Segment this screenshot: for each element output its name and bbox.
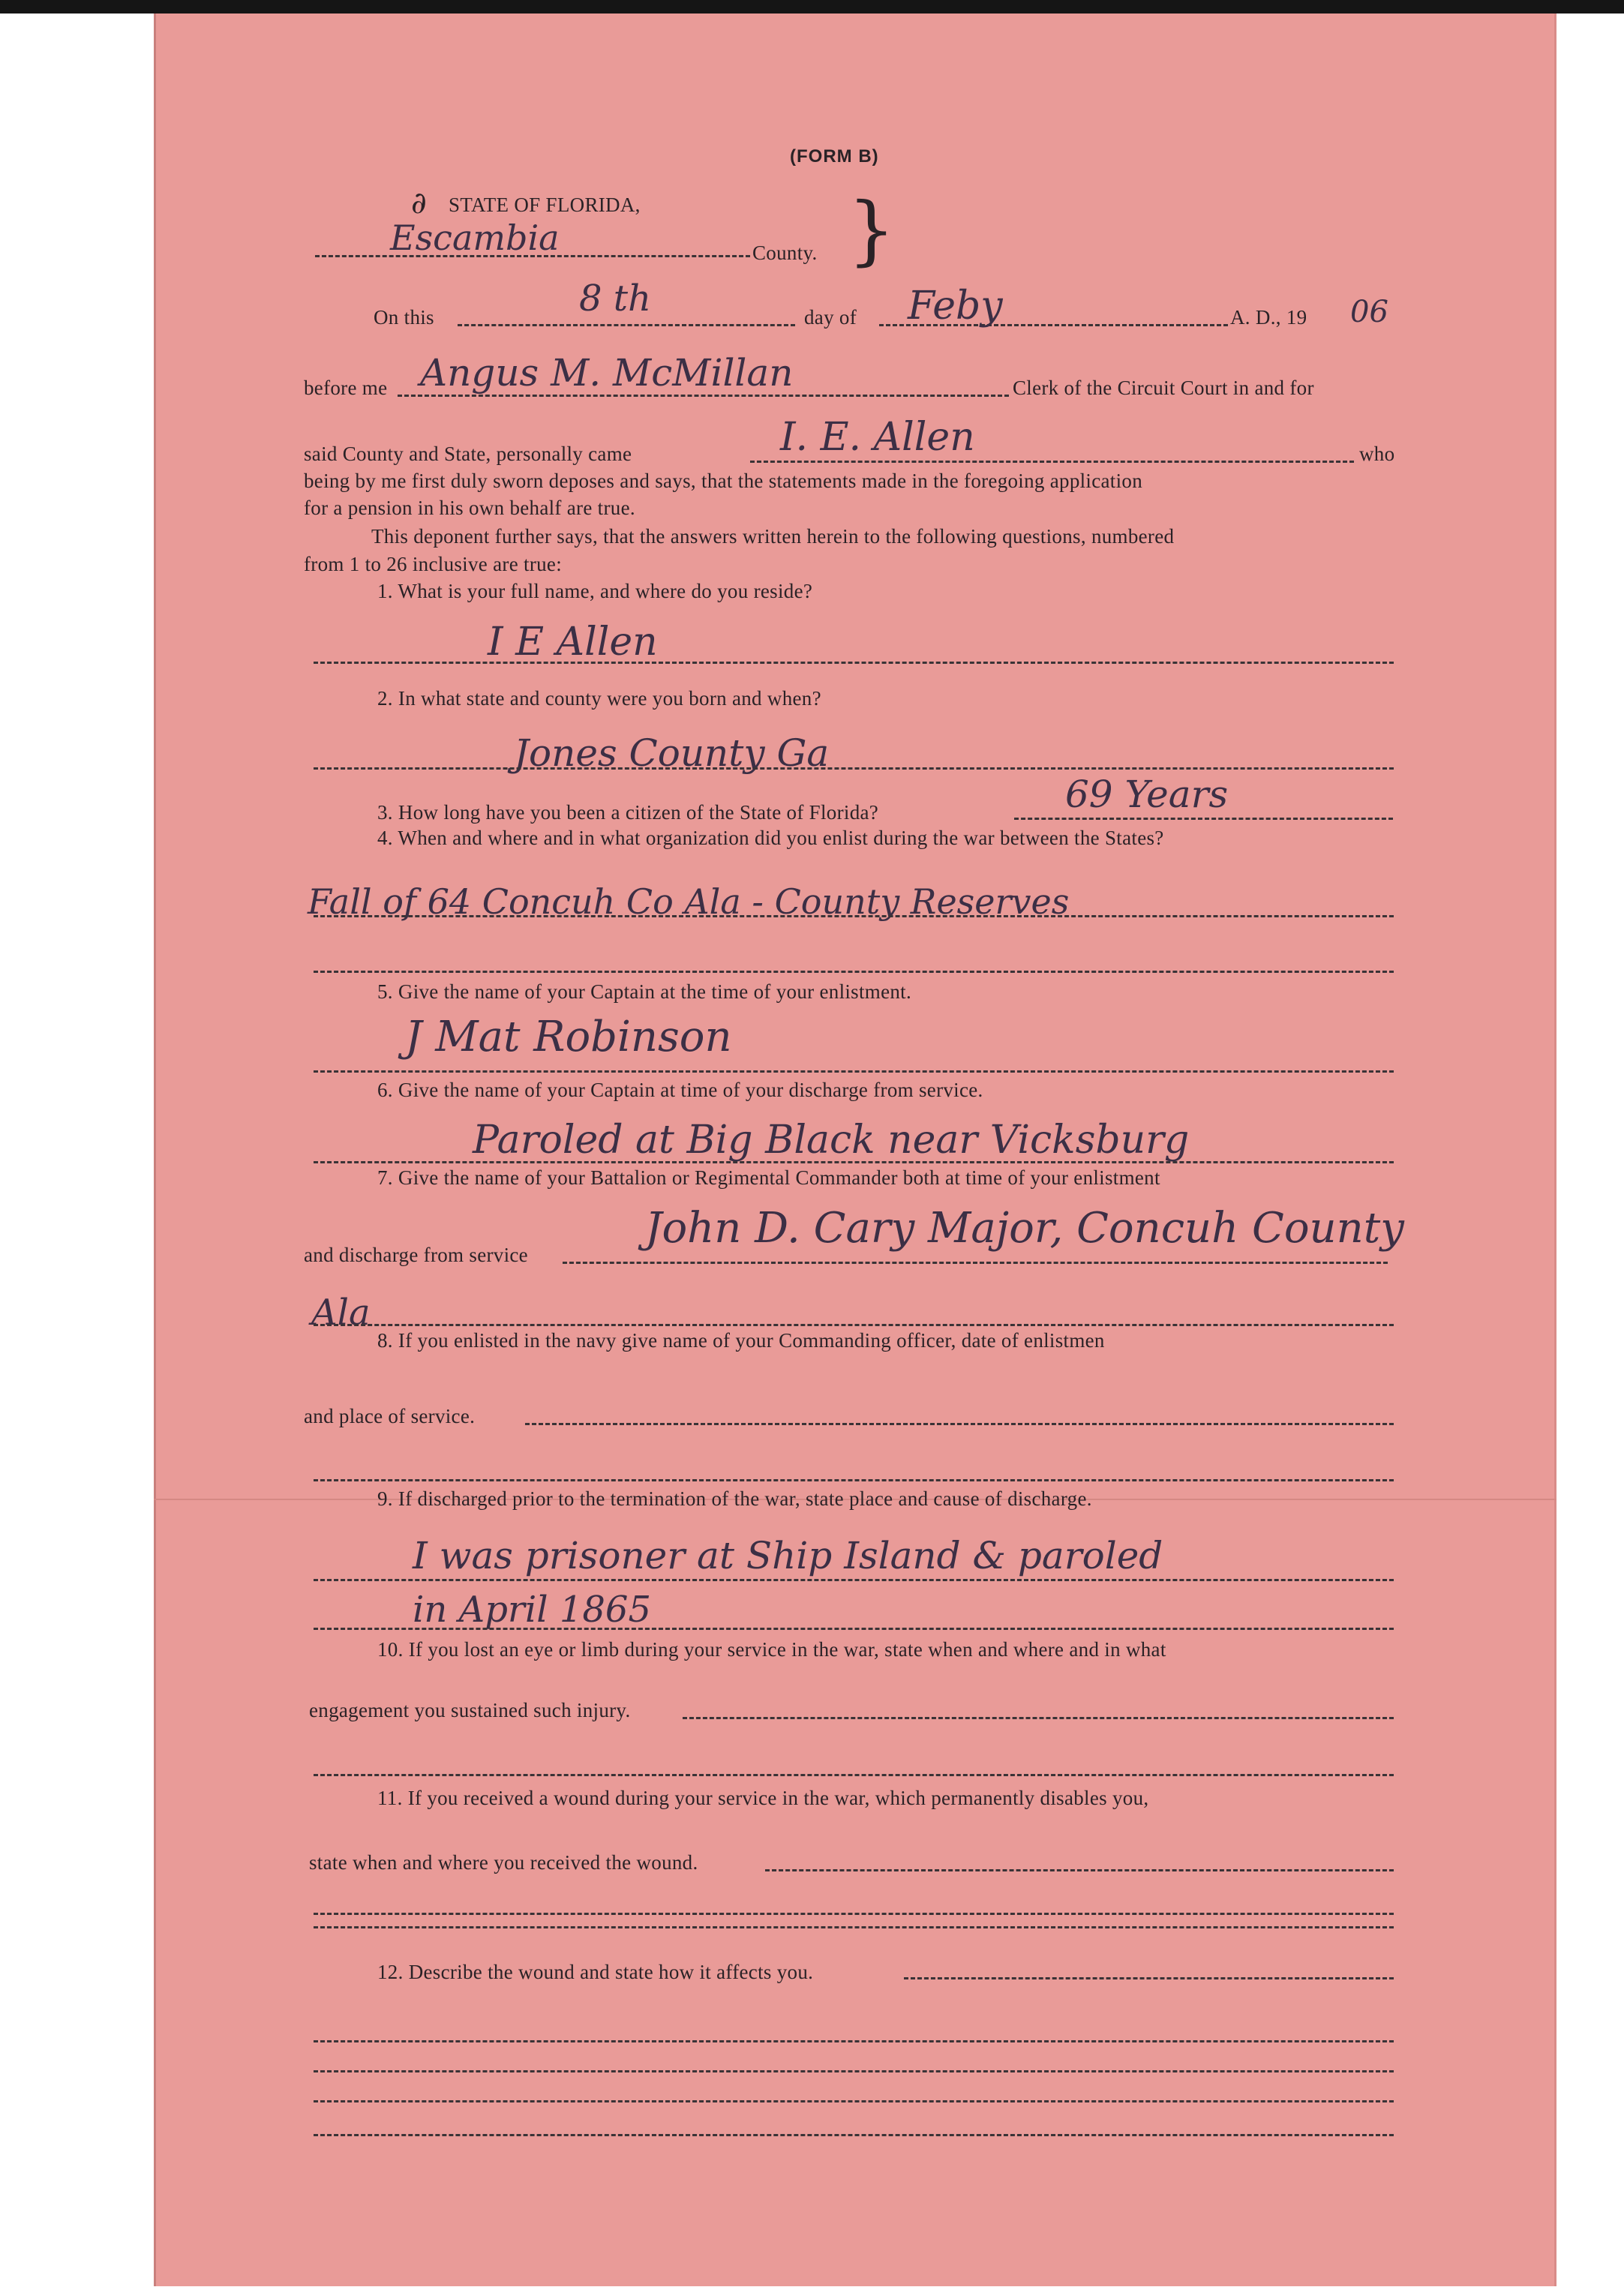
answer-7: John D. Cary Major, Concuh County <box>645 1204 1404 1253</box>
answer-9: I was prisoner at Ship Island & paroled <box>413 1534 1163 1577</box>
day-of-label: day of <box>804 306 857 329</box>
answer-7-line-2 <box>314 1324 1394 1326</box>
state-label: STATE OF FLORIDA, <box>449 194 641 216</box>
ad-label: A. D., 19 <box>1230 306 1307 329</box>
answer-4-line-2 <box>314 971 1394 973</box>
oath-line-4: from 1 to 26 inclusive are true: <box>304 553 563 575</box>
deponent-line <box>750 461 1354 463</box>
question-10: 10. If you lost an eye or limb during your service in the war, state when and where and in what <box>377 1638 1166 1661</box>
answer-11-line-2 <box>314 1913 1394 1915</box>
county-value: Escambia <box>390 218 560 258</box>
day-value: 8 th <box>579 278 651 320</box>
day-line <box>458 324 795 326</box>
answer-12-line-2 <box>314 2040 1394 2042</box>
answer-4: Fall of 64 Concuh Co Ala - County Reserves <box>308 881 1070 922</box>
answer-8-line-2 <box>314 1479 1394 1481</box>
oath-line-1: being by me first duly sworn deposes and says, that the statements made in the foregoing application <box>304 470 1143 492</box>
answer-3-line <box>1014 818 1393 820</box>
question-1: 1. What is your full name, and where do you reside? <box>377 580 813 602</box>
answer-6: Paroled at Big Black near Vicksburg <box>473 1118 1190 1163</box>
answer-2: Jones County Ga <box>514 731 830 775</box>
answer-9-line-2 <box>314 1628 1394 1630</box>
question-11-continued: state when and where you received the wound. <box>309 1851 698 1874</box>
answer-10-line-2 <box>314 1774 1394 1776</box>
answer-6-line <box>314 1161 1394 1163</box>
answer-12-line-4 <box>314 2100 1394 2102</box>
clerk-line <box>398 395 1009 397</box>
answer-10-line <box>683 1717 1394 1719</box>
question-5: 5. Give the name of your Captain at the time of your enlistment. <box>377 980 912 1003</box>
form-label: (FORM B) <box>790 146 879 167</box>
question-12: 12. Describe the wound and state how it affects you. <box>377 1961 814 1983</box>
oath-line-3: This deponent further says, that the answers written herein to the following questions, numbered <box>371 525 1175 548</box>
question-9: 9. If discharged prior to the termination of the war, state place and cause of discharge. <box>377 1487 1092 1510</box>
answer-9-continued: in April 1865 <box>413 1589 651 1631</box>
deponent-value: I. E. Allen <box>780 415 975 460</box>
clerk-value: Angus M. McMillan <box>420 351 794 395</box>
who-label: who <box>1359 443 1395 465</box>
answer-5-line <box>314 1070 1394 1073</box>
answer-5: J Mat Robinson <box>405 1013 732 1061</box>
scan-top-border <box>0 0 1624 14</box>
question-7: 7. Give the name of your Battalion or Regimental Commander both at time of your enlistment <box>377 1166 1160 1189</box>
answer-8-line <box>525 1423 1394 1425</box>
answer-12-line-5 <box>314 2134 1394 2136</box>
answer-9-line <box>314 1579 1394 1581</box>
flourish-mark: ∂ <box>411 186 427 221</box>
personally-came-label: said County and State, personally came <box>304 443 632 465</box>
question-6: 6. Give the name of your Captain at time of your discharge from service. <box>377 1079 983 1101</box>
answer-1: I E Allen <box>488 620 658 665</box>
clerk-label: Clerk of the Circuit Court in and for <box>1013 377 1314 399</box>
question-11: 11. If you received a wound during your service in the war, which permanently disables you, <box>377 1787 1149 1809</box>
answer-7-line <box>563 1262 1388 1264</box>
brace-glyph: } <box>848 186 896 274</box>
question-8-continued: and place of service. <box>304 1405 476 1427</box>
question-10-continued: engagement you sustained such injury. <box>309 1699 631 1721</box>
oath-line-2: for a pension in his own behalf are true. <box>304 497 635 519</box>
answer-3: 69 Years <box>1065 773 1229 816</box>
on-this-label: On this <box>374 306 434 329</box>
before-me-label: before me <box>304 377 388 399</box>
answer-7-continued: Ala <box>311 1292 371 1334</box>
question-4: 4. When and where and in what organization did you enlist during the war between the States? <box>377 827 1164 849</box>
year-value: 06 <box>1350 295 1388 329</box>
answer-2-line <box>314 767 1394 770</box>
question-3: 3. How long have you been a citizen of the State of Florida? <box>377 801 879 824</box>
answer-1-line <box>314 662 1394 664</box>
question-8: 8. If you enlisted in the navy give name of your Commanding officer, date of enlistmen <box>377 1329 1105 1352</box>
question-7-continued: and discharge from service <box>304 1244 528 1266</box>
answer-11-line-3 <box>314 1926 1394 1928</box>
question-2: 2. In what state and county were you born and when? <box>377 687 821 710</box>
month-value: Feby <box>908 284 1003 329</box>
county-label: County. <box>752 242 818 264</box>
answer-4-line <box>314 915 1394 917</box>
answer-12-line <box>904 1977 1394 1979</box>
answer-12-line-3 <box>314 2070 1394 2072</box>
answer-11-line <box>765 1869 1394 1871</box>
